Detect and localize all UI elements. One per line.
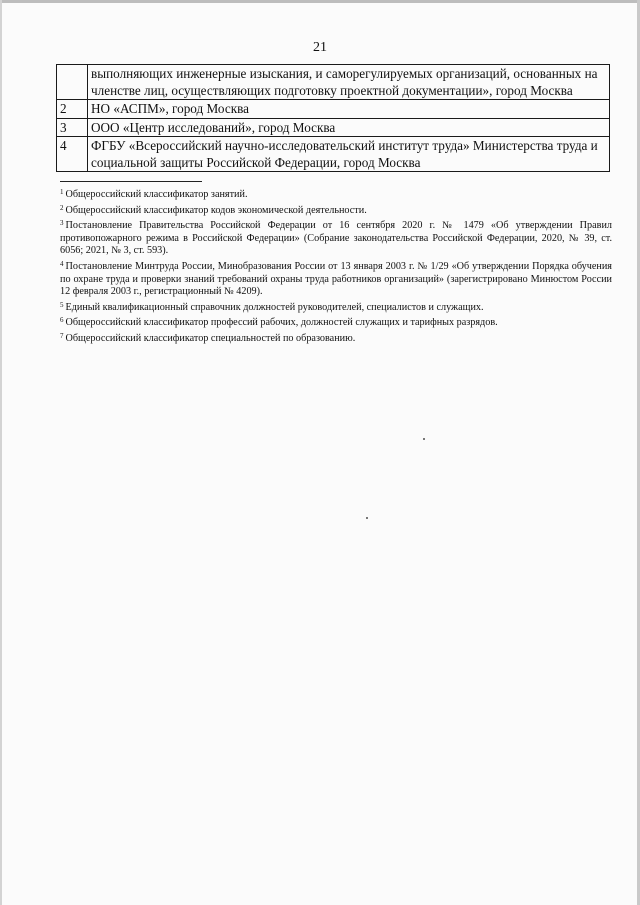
scan-speck xyxy=(423,438,425,440)
footnotes xyxy=(60,186,612,346)
row-text: ООО «Центр исследований», город Москва xyxy=(88,118,610,137)
footnote-mark: 2 xyxy=(60,203,64,212)
footnote xyxy=(60,314,612,330)
footnote xyxy=(60,202,612,218)
row-text: выполняющих инженерные изыскания, и саморегулируемых организаций, основанных на членстве лиц, осуществляющих подготовку проектной документации», город Москва xyxy=(88,65,610,100)
row-number: 2 xyxy=(57,100,88,119)
row-number: 4 xyxy=(57,137,88,172)
footnote xyxy=(60,299,612,315)
organizations-table xyxy=(56,64,610,172)
footnote-text: Общероссийский классификатор занятий. xyxy=(65,189,248,200)
table-row xyxy=(57,137,610,172)
scan-speck xyxy=(366,517,368,519)
row-number: 3 xyxy=(57,118,88,137)
footnote-mark: 7 xyxy=(60,331,64,340)
page-number: 21 xyxy=(313,40,327,55)
footnote-text: Постановление Правительства Российской Федерации от 16 сентября 2020 г. № 1479 «Об утверждении Правил противопожарного режима в Российской Федерации» (Собрание законодательства Российской Федерации, 2020, № 39, ст. 6056; 2021, № 3, ст. 593). xyxy=(60,220,612,257)
scan-edge-left xyxy=(0,0,2,905)
footnote xyxy=(60,217,612,258)
footnote-mark: 1 xyxy=(60,188,64,196)
footnote xyxy=(60,186,612,202)
footnote-text: Общероссийский классификатор кодов экономической деятельности. xyxy=(65,204,367,216)
table-row xyxy=(57,65,610,100)
footnote xyxy=(60,330,612,346)
row-text: ФГБУ «Всероссийский научно-исследовательский институт труда» Министерства труда и социальной защиты Российской Федерации, город Москва xyxy=(88,137,610,172)
footnote-mark: 4 xyxy=(60,259,64,268)
footnote-mark: 6 xyxy=(60,316,64,325)
footnote-text: Постановление Минтруда России, Минобразования России от 13 января 2003 г. № 1/29 «Об утверждении Порядка обучения по охране труда и проверки знаний требований охраны труда работников организаций» (зарегистрировано Минюстом России 12 февраля 2003 г., регистрационный № 4209). xyxy=(60,260,612,298)
footnote-mark: 3 xyxy=(60,219,64,228)
footnote-text: Общероссийский классификатор специальностей по образованию. xyxy=(65,332,356,344)
footnote-separator xyxy=(60,181,202,182)
footnote-mark: 5 xyxy=(60,300,64,309)
table-row xyxy=(57,100,610,119)
row-text: НО «АСПМ», город Москва xyxy=(88,100,610,119)
footnote-text: Общероссийский классификатор профессий рабочих, должностей служащих и тарифных разрядов. xyxy=(65,317,498,329)
footnote xyxy=(60,258,612,299)
row-number xyxy=(57,65,88,100)
scan-edge-top xyxy=(0,0,640,3)
footnote-text: Единый квалификационный справочник должностей руководителей, специалистов и служащих. xyxy=(65,301,484,313)
table-row xyxy=(57,118,610,137)
